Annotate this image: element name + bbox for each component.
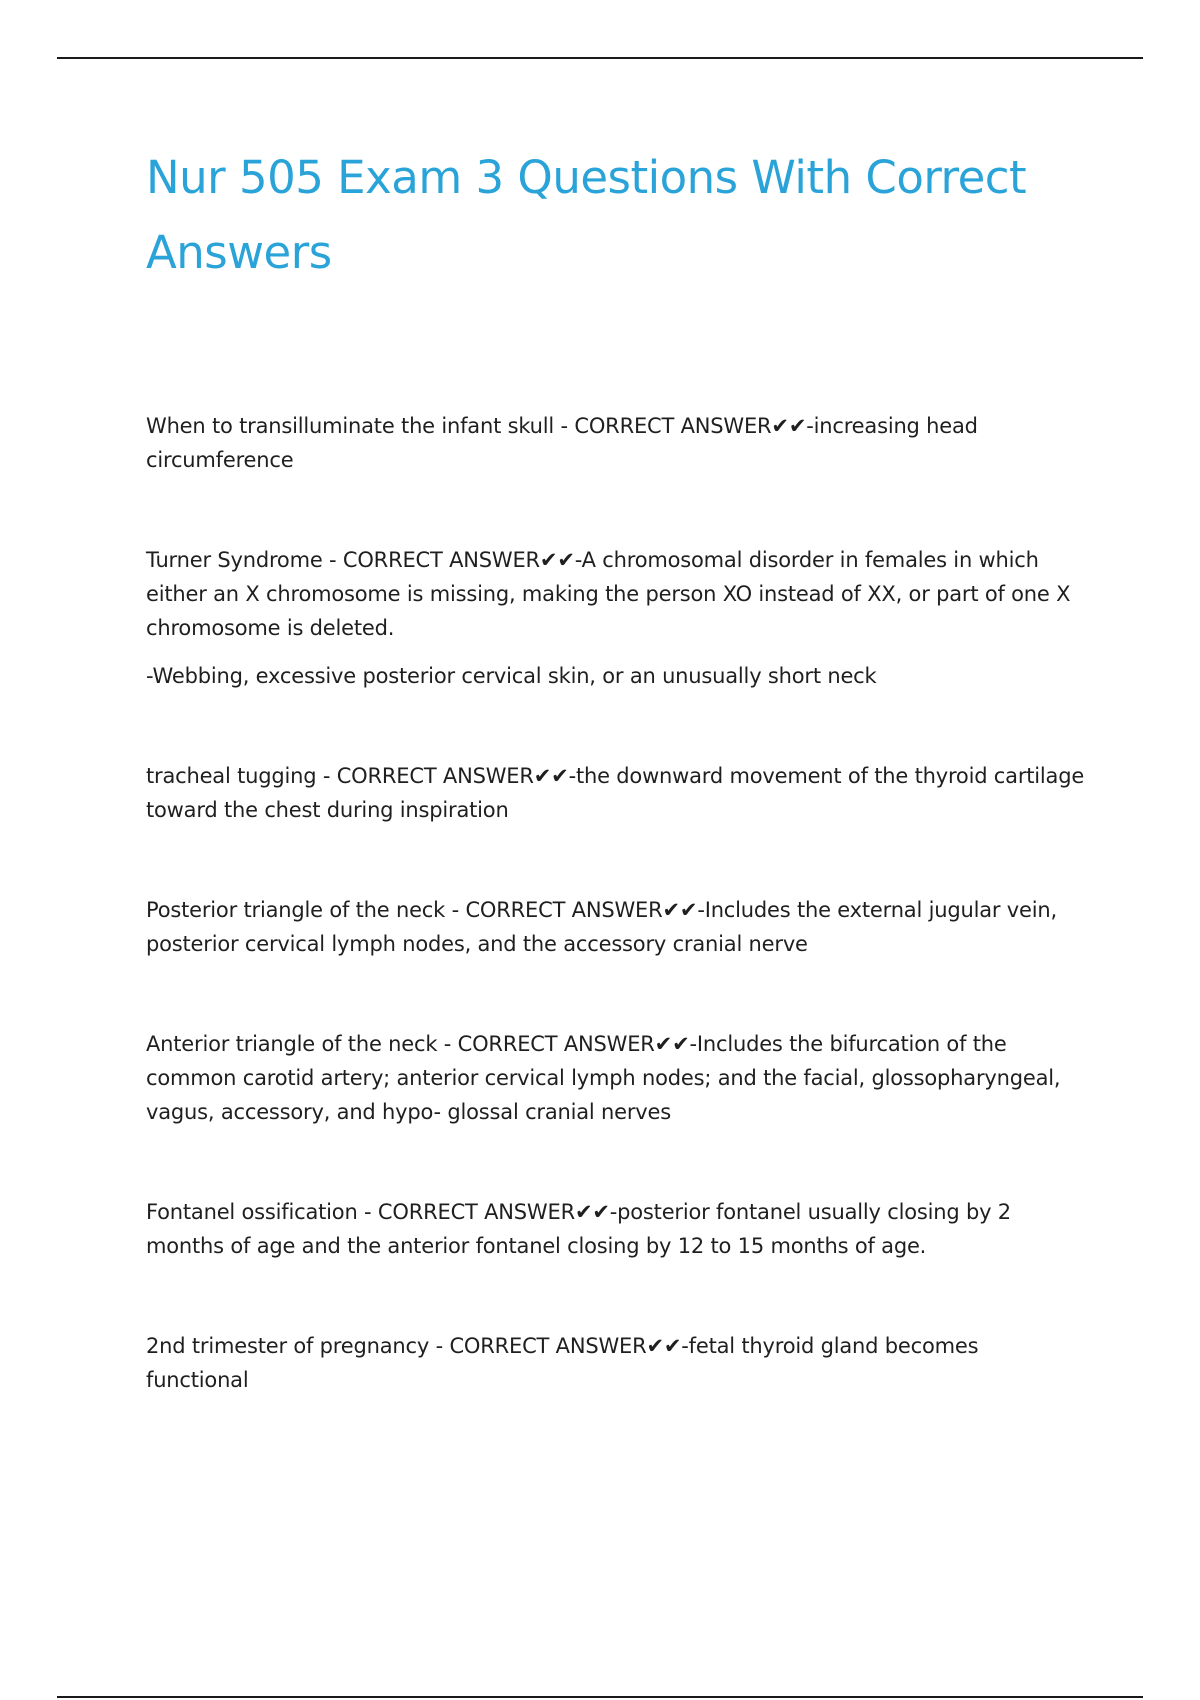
question-text: Fontanel ossification	[146, 1200, 358, 1224]
bottom-rule	[57, 1696, 1143, 1698]
qa-entry	[146, 1195, 1086, 1263]
qa-entry	[146, 759, 1086, 827]
qa-entry	[146, 1027, 1086, 1129]
qa-text: Turner Syndrome - CORRECT ANSWER✔✔-A chromosomal disorder in females in which either an X chromosome is missing, making the person XO instead of XX, or part of one X chromosome is deleted.	[146, 548, 1071, 640]
question-text: 2nd trimester of pregnancy	[146, 1334, 430, 1358]
answer-text: A chromosomal disorder in females in which either an X chromosome is missing, making the person XO instead of XX, or part of one X chromosome is deleted.	[146, 548, 1071, 640]
answer-marker: CORRECT ANSWER✔✔	[336, 764, 569, 788]
question-text: Anterior triangle of the neck	[146, 1032, 438, 1056]
qa-list	[146, 409, 1086, 1397]
question-text: Posterior triangle of the neck	[146, 898, 446, 922]
answer-marker: CORRECT ANSWER✔✔	[465, 898, 698, 922]
qa-text: When to transilluminate the infant skull - CORRECT ANSWER✔✔-increasing head circumference	[146, 414, 978, 472]
answer-marker: CORRECT ANSWER✔✔	[449, 1334, 682, 1358]
document-title: Nur 505 Exam 3 Questions With Correct Answers	[146, 151, 1027, 279]
qa-text: tracheal tugging - CORRECT ANSWER✔✔-the downward movement of the thyroid cartilage toward the chest during inspiration	[146, 764, 1085, 822]
answer-extra: -Webbing, excessive posterior cervical skin, or an unusually short neck	[146, 664, 877, 688]
question-text: Turner Syndrome	[146, 548, 323, 572]
question-text: tracheal tugging	[146, 764, 317, 788]
qa-entry	[146, 893, 1086, 961]
qa-entry	[146, 543, 1086, 693]
qa-text: Posterior triangle of the neck - CORRECT ANSWER✔✔-Includes the external jugular vein, posterior cervical lymph nodes, and the accessory cranial nerve	[146, 898, 1057, 956]
answer-marker: CORRECT ANSWER✔✔	[574, 414, 807, 438]
answer-marker: CORRECT ANSWER✔✔	[342, 548, 575, 572]
answer-text: Includes the bifurcation of the common carotid artery; anterior cervical lymph nodes; and the facial, glossopharyngeal, vagus, accessory, and hypo- glossal cranial nerves	[146, 1032, 1061, 1124]
top-rule	[57, 57, 1143, 59]
answer-text: posterior fontanel usually closing by 2 months of age and the anterior fontanel closing by 12 to 15 months of age.	[146, 1200, 1011, 1258]
answer-marker: CORRECT ANSWER✔✔	[377, 1200, 610, 1224]
answer-text: fetal thyroid gland becomes functional	[146, 1334, 979, 1392]
answer-text: increasing head circumference	[146, 414, 978, 472]
answer-marker: CORRECT ANSWER✔✔	[457, 1032, 690, 1056]
qa-entry	[146, 1329, 1086, 1397]
qa-text: Fontanel ossification - CORRECT ANSWER✔✔-posterior fontanel usually closing by 2 months of age and the anterior fontanel closing by 12 to 15 months of age.	[146, 1200, 1011, 1258]
qa-text: 2nd trimester of pregnancy - CORRECT ANSWER✔✔-fetal thyroid gland becomes functional	[146, 1334, 979, 1392]
qa-entry	[146, 409, 1086, 477]
document-body	[146, 140, 1086, 1463]
answer-text: Includes the external jugular vein, posterior cervical lymph nodes, and the accessory cranial nerve	[146, 898, 1057, 956]
qa-text: Anterior triangle of the neck - CORRECT ANSWER✔✔-Includes the bifurcation of the common carotid artery; anterior cervical lymph nodes; and the facial, glossopharyngeal, vagus, accessory, and hypo- glossal cranial nerves	[146, 1032, 1061, 1124]
question-text: When to transilluminate the infant skull	[146, 414, 555, 438]
answer-text: the downward movement of the thyroid cartilage toward the chest during inspiration	[146, 764, 1085, 822]
